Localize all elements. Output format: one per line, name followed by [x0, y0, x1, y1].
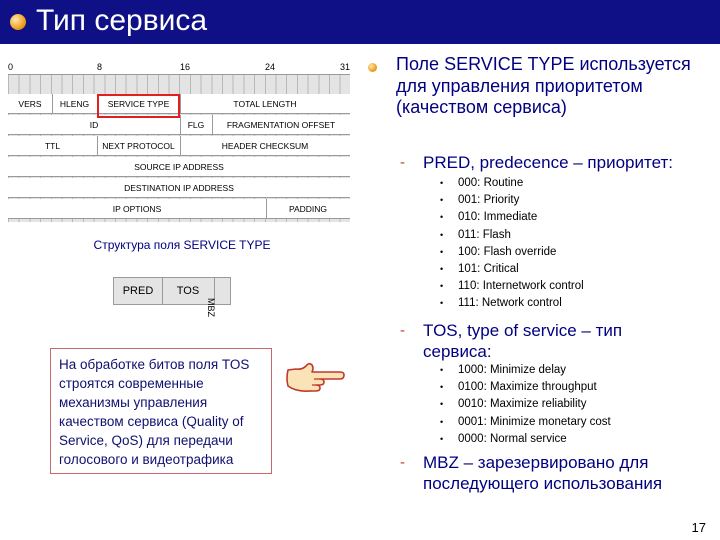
- ip-field-flg: FLG: [187, 120, 205, 130]
- qos-note-box: На обработке битов поля TOS строятся современные механизмы управления качеством сервиса (Quality of Service, QoS) для передачи голосового и видеотрафика: [50, 348, 272, 474]
- ip-header-row: [8, 136, 350, 156]
- ip-field-total-length: TOTAL LENGTH: [233, 99, 297, 109]
- bit-number: 31: [340, 62, 351, 72]
- dash-bullet: -: [400, 454, 405, 471]
- ip-field-fragmentation-offset: FRAGMENTATION OFFSET: [226, 120, 336, 130]
- tos-field-mbz-cell: [206, 278, 230, 317]
- ip-field-service-type: SERVICE TYPE: [107, 99, 170, 109]
- figure-caption: Структура поля SERVICE TYPE: [93, 238, 271, 252]
- ip-field-destination-address: DESTINATION IP ADDRESS: [124, 183, 234, 193]
- tos-heading: TOS, type of service – тип сервиса:: [423, 321, 623, 361]
- list-item: • 1000: Minimize delay: [440, 364, 567, 376]
- bit-number: 8: [97, 62, 103, 72]
- ip-field-ip-options: IP OPTIONS: [112, 204, 162, 214]
- mbz-heading: MBZ – зарезервировано для последующего использования: [423, 453, 663, 493]
- title-bullet-icon: [10, 14, 26, 30]
- bit-number: 24: [265, 62, 276, 72]
- ip-field-ttl: TTL: [44, 141, 61, 151]
- tos-values-list: [440, 362, 611, 448]
- slide-title: Тип сервиса: [36, 4, 208, 37]
- pred-values-list: [440, 175, 584, 313]
- ip-header-row: [8, 115, 350, 135]
- dash-bullet: -: [400, 322, 405, 339]
- ip-field-next-protocol: NEXT PROTOCOL: [102, 141, 175, 151]
- tos-field-tos: TOS: [176, 285, 200, 297]
- bit-number: 16: [180, 62, 191, 72]
- main-statement: Поле SERVICE TYPE используется для управления приоритетом (качеством сервиса): [396, 54, 691, 117]
- title-bar: [0, 0, 720, 44]
- main-bullet-icon: [368, 63, 377, 72]
- list-item: • 111: Network control: [440, 297, 562, 310]
- ip-field-id: ID: [89, 120, 99, 130]
- list-item: • 0001: Minimize monetary cost: [440, 415, 611, 428]
- ip-field-hleng: HLENG: [59, 99, 90, 109]
- ip-header-row: [8, 157, 350, 177]
- list-item: • 0000: Normal service: [440, 432, 567, 445]
- list-item: • 000: Routine: [440, 177, 524, 189]
- pointing-hand-icon: [282, 358, 346, 398]
- tos-field-pred: PRED: [122, 285, 154, 297]
- page-number: 17: [691, 520, 706, 535]
- list-item: • 100: Flash override: [440, 245, 557, 258]
- bit-number: 0: [8, 62, 14, 72]
- list-item: • 110: Internetwork control: [440, 280, 584, 293]
- ip-field-header-checksum: HEADER CHECKSUM: [221, 141, 309, 151]
- list-item: • 101: Critical: [440, 263, 519, 276]
- ip-field-vers: VERS: [18, 99, 42, 109]
- pred-heading: PRED, predecence – приоритет:: [423, 153, 673, 172]
- ip-header-row: [8, 199, 350, 219]
- list-item: • 011: Flash: [440, 228, 511, 241]
- tos-field-mbz: MBZ: [206, 298, 216, 317]
- list-item: • 010: Immediate: [440, 211, 538, 224]
- list-item: • 0100: Maximize throughput: [440, 381, 597, 394]
- ip-field-source-address: SOURCE IP ADDRESS: [134, 162, 224, 172]
- list-item: • 001: Priority: [440, 194, 520, 207]
- ip-header-row: [8, 178, 350, 198]
- list-item: • 0010: Maximize reliability: [440, 398, 587, 411]
- bit-number-ruler: [0, 62, 360, 74]
- ip-field-padding: PADDING: [288, 204, 328, 214]
- service-type-highlight: [97, 94, 180, 118]
- service-type-structure: [113, 277, 231, 317]
- dash-bullet: -: [400, 154, 405, 171]
